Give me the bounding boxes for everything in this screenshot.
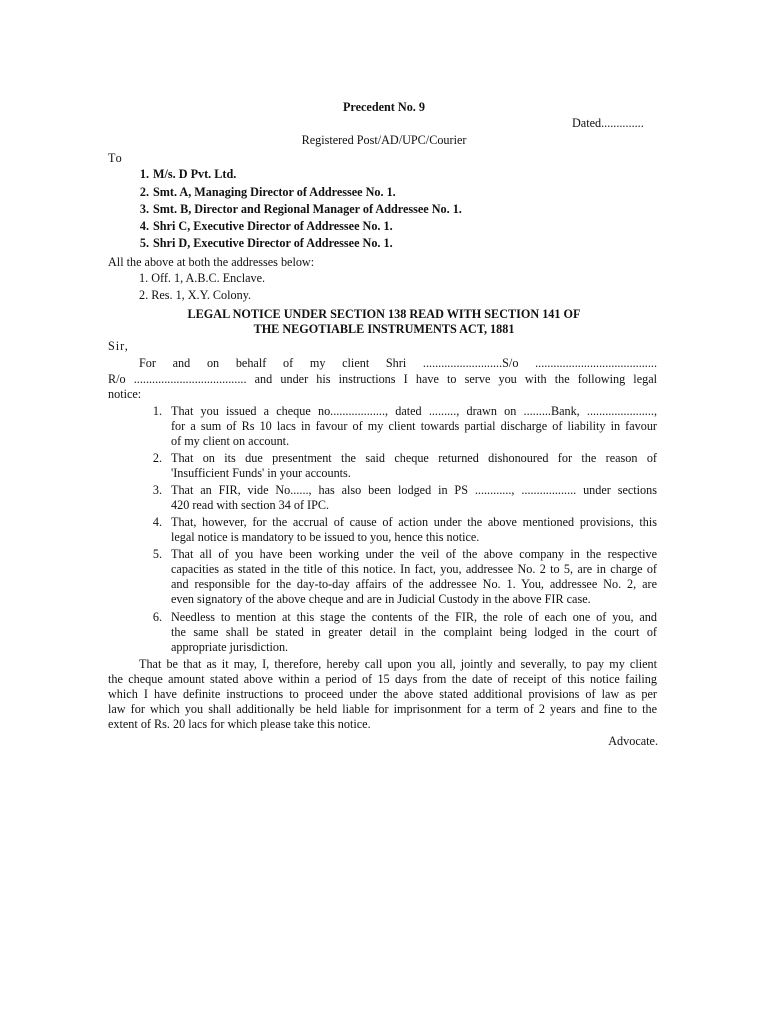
point-line: and responsible for the day-to-day affairs of the addressee No. 1. You, addressee No. 2, are [171,577,657,591]
point-line: 420 read with section 34 of IPC. [171,498,330,512]
delivery-mode: Registered Post/AD/UPC/Courier [301,133,467,147]
addressee-name: Shri C, Executive Director of Addressee No. 1. [153,219,393,233]
closing-line: which I have definite instructions to proceed under the above stated additional provisions of law as per [108,687,657,701]
intro-line: notice: [108,387,142,401]
point-line: the same shall be stated in greater detail in the complaint being lodged in the court of [171,625,657,639]
point-line: That an FIR, vide No......, has also been lodged in PS ............, .................. under sections [171,483,657,497]
address-line: 2. Res. 1, X.Y. Colony. [139,288,252,302]
point-number: 3. [152,483,162,497]
addressee-number: 5. [139,236,149,250]
addressee-name: Smt. B, Director and Regional Manager of Addressee No. 1. [153,202,462,216]
point-line: 'Insufficient Funds' in your accounts. [171,466,351,480]
closing-line: the cheque amount stated above within a period of 15 days from the date of receipt of this notice failing [108,672,657,686]
addressee-number: 2. [139,185,149,199]
address-line: 1. Off. 1, A.B.C. Enclave. [139,271,266,285]
point-line: for a sum of Rs 10 lacs in favour of my client towards partial discharge of liability in favour [171,419,657,433]
precedent-title: Precedent No. 9 [342,100,425,114]
closing-line: That be that as it may, I, therefore, hereby call upon you all, jointly and severally, to pay my client [139,657,657,671]
addressee-number: 3. [139,202,149,216]
point-line: appropriate jurisdiction. [171,640,289,654]
point-number: 6. [152,610,162,624]
point-line: of my client on account. [171,434,290,448]
point-number: 2. [152,451,162,465]
point-line: Needless to mention at this stage the contents of the FIR, the role of each one of you, and [171,610,657,624]
point-line: even signatory of the above cheque and are in Judicial Custody in the above FIR case. [171,592,591,606]
subject-line-1: LEGAL NOTICE UNDER SECTION 138 READ WITH SECTION 141 OF [187,307,581,321]
addressee-name: Smt. A, Managing Director of Addressee No. 1. [153,185,396,199]
closing-line: law for which you shall additionally be held liable for imprisonment for a term of 2 years and fine to the [108,702,657,716]
salutation: Sir, [108,339,129,353]
point-line: That all of you have been working under the veil of the above company in the respective [171,547,657,561]
signature: Advocate. [608,734,658,748]
point-number: 4. [152,515,162,529]
addressee-number: 4. [139,219,149,233]
point-line: That you issued a cheque no.................., dated ........., drawn on .........Bank, ......................, [171,404,657,418]
point-number: 1. [152,404,162,418]
addressee-name: M/s. D Pvt. Ltd. [153,167,237,181]
subject-line-2: THE NEGOTIABLE INSTRUMENTS ACT, 1881 [253,322,515,336]
point-line: legal notice is mandatory to be issued to you, hence this notice. [171,530,480,544]
addressee-name: Shri D, Executive Director of Addressee No. 1. [153,236,393,250]
addresses-intro: All the above at both the addresses below: [108,255,315,269]
intro-line: R/o ..................................... and under his instructions I have to serve you with the following legal [108,372,657,386]
point-line: That, however, for the accrual of cause of action under the above mentioned provisions, this [171,515,657,529]
point-line: capacities as stated in the title of this notice. In fact, you, addressee No. 2 to 5, are in charge of [171,562,657,576]
dated-line: Dated.............. [572,116,644,130]
addressee-number: 1. [139,167,149,181]
to-label: To [108,151,123,165]
closing-line: extent of Rs. 20 lacs for which please take this notice. [108,717,371,731]
point-line: That on its due presentment the said cheque returned dishonoured for the reason of [171,451,657,465]
intro-line: For and on behalf of my client Shri ..........................S/o ........................................ [139,356,657,370]
point-number: 5. [152,547,162,561]
